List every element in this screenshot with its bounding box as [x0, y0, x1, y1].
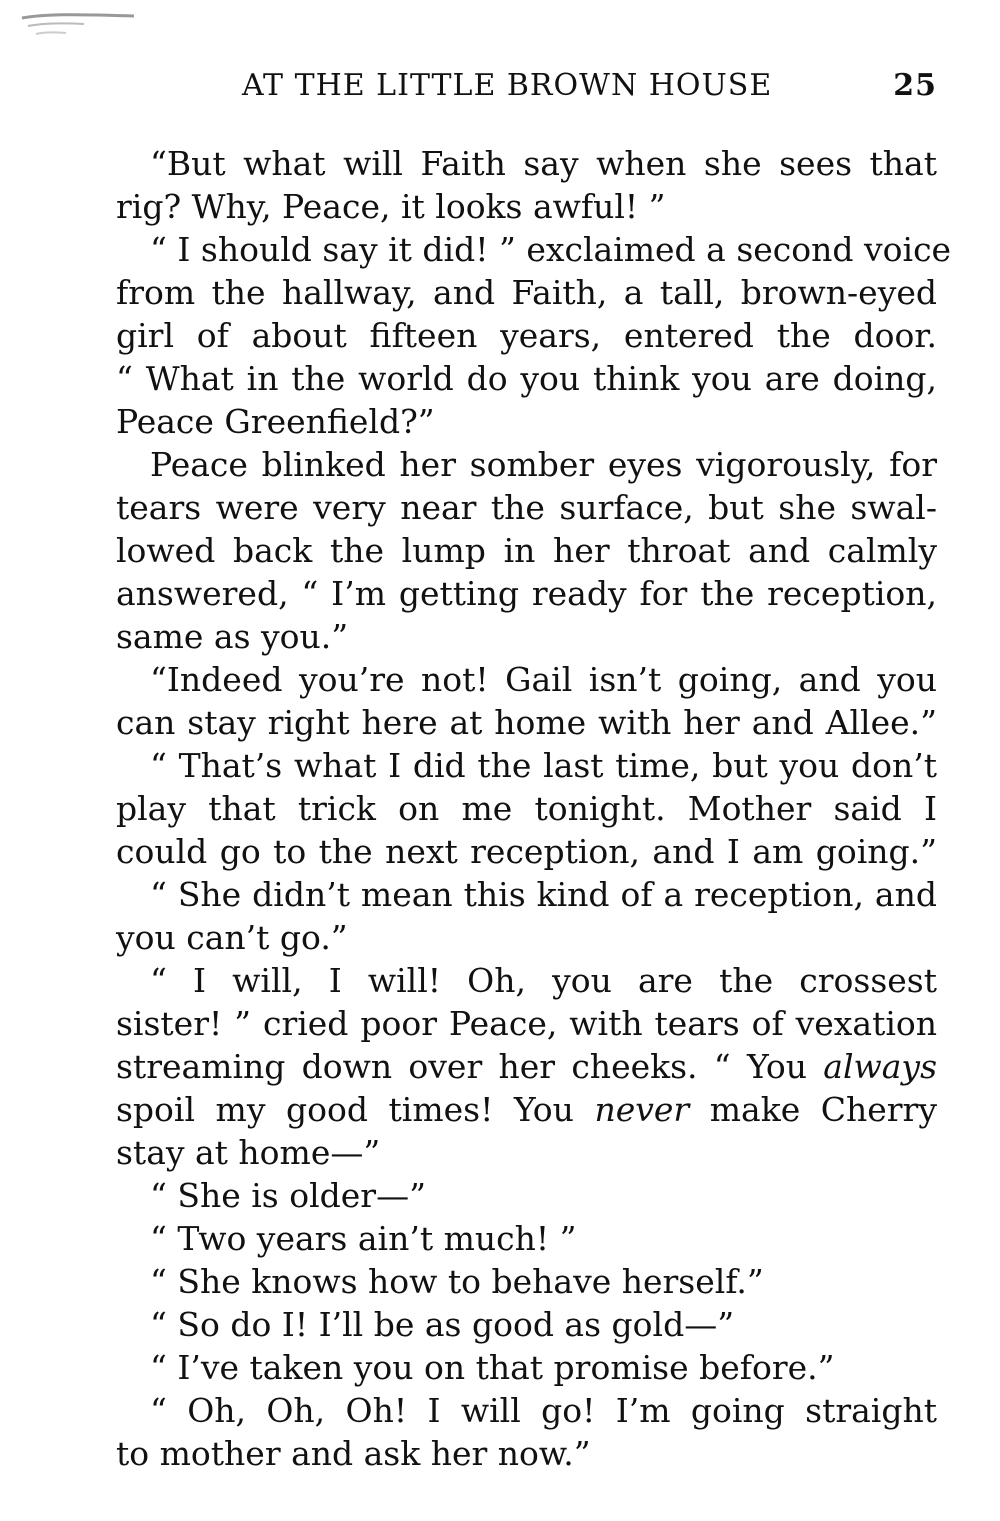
text-line: “ She didn’t mean this kind of a reception, and — [150, 875, 937, 914]
text-line: “ I should say it did! ” exclaimed a second voice — [150, 230, 952, 269]
text-line: “ She knows how to behave herself.” — [150, 1262, 764, 1301]
page-header — [116, 68, 937, 112]
text-line — [116, 1045, 937, 1088]
text-line: “ What in the world do you think you are doing, — [116, 359, 937, 398]
text-line: rig? Why, Peace, it looks awful! ” — [116, 187, 666, 226]
text-segment: streaming down over her cheeks. “ You — [116, 1047, 807, 1086]
text-line: lowed back the lump in her throat and calmly — [116, 531, 937, 570]
running-title: AT THE LITTLE BROWN HOUSE — [242, 68, 773, 103]
text-line: answered, “ I’m getting ready for the reception, — [116, 574, 937, 613]
text-line: Peace blinked her somber eyes vigorously, for — [150, 445, 937, 484]
text-line: play that trick on me tonight. Mother said I — [116, 789, 937, 828]
text-line: sister! ” cried poor Peace, with tears of vexation — [116, 1004, 937, 1043]
text-segment: spoil my good times! You — [116, 1090, 574, 1129]
text-line — [116, 1088, 937, 1131]
text-line: could go to the next reception, and I am going.” — [116, 832, 937, 871]
text-line: you can’t go.” — [116, 918, 348, 957]
text-line: “ She is older—” — [150, 1176, 426, 1215]
text-line: “ Oh, Oh, Oh! I will go! I’m going straight — [150, 1391, 937, 1430]
text-line: to mother and ask her now.” — [116, 1434, 591, 1473]
text-line: Peace Greenfield?” — [116, 402, 435, 441]
text-line: tears were very near the surface, but she swal- — [116, 488, 937, 527]
body-text — [116, 142, 952, 1475]
text-line: “ That’s what I did the last time, but you don’t — [150, 746, 937, 785]
text-line: “ I will, I will! Oh, you are the crossest — [150, 961, 937, 1000]
text-line: “ Two years ain’t much! ” — [150, 1219, 577, 1258]
text-segment: make Cherry — [709, 1090, 937, 1129]
print-speck-mark — [14, 8, 144, 44]
text-line: “Indeed you’re not! Gail isn’t going, and you — [150, 660, 937, 699]
text-line: same as you.” — [116, 617, 349, 656]
text-line: can stay right here at home with her and Allee.” — [116, 703, 937, 742]
text-line: “ I’ve taken you on that promise before.” — [150, 1348, 835, 1387]
text-line: stay at home—” — [116, 1133, 381, 1172]
text-line: “But what will Faith say when she sees that — [150, 144, 937, 183]
italic-word: never — [594, 1090, 690, 1129]
text-line: “ So do I! I’ll be as good as gold—” — [150, 1305, 735, 1344]
text-line: girl of about fifteen years, entered the door. — [116, 316, 937, 355]
text-line: from the hallway, and Faith, a tall, brown-eyed — [116, 273, 937, 312]
page-number: 25 — [893, 68, 937, 103]
italic-word: always — [823, 1047, 938, 1086]
